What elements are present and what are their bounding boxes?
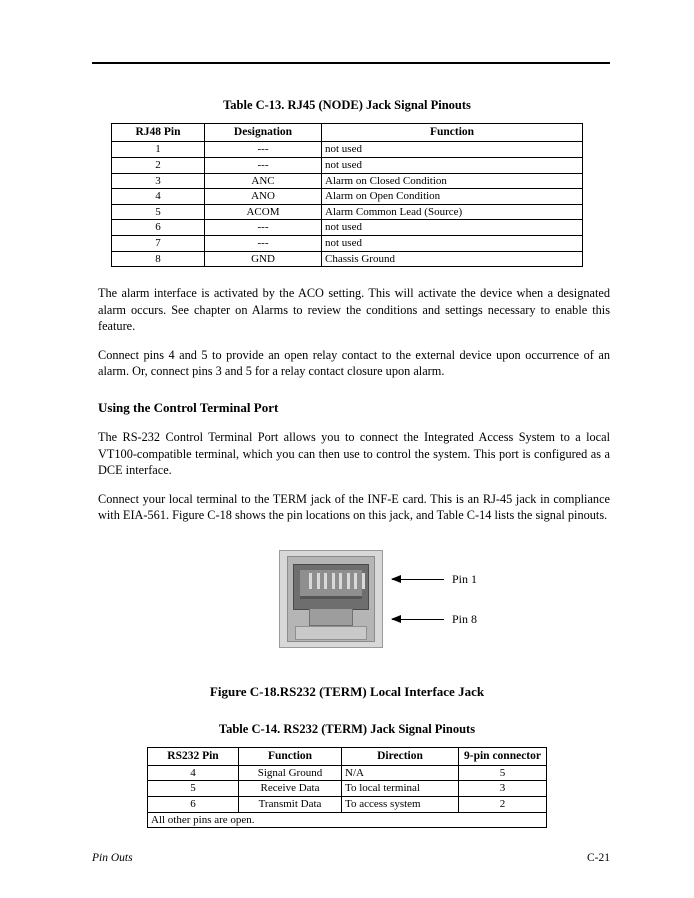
cell-pin: 6 [112,220,205,236]
column-header-function: Function [322,124,583,142]
callout-line [392,619,444,620]
column-header-direction: Direction [342,747,459,765]
cell-function: Signal Ground [239,765,342,781]
pin-contact [332,573,335,589]
cell-designation: GND [205,251,322,267]
cell-9pin: 5 [459,765,547,781]
cell-function: Receive Data [239,781,342,797]
cell-pin: 7 [112,236,205,252]
cell-pin: 8 [112,251,205,267]
paragraph-connect-pins: Connect pins 4 and 5 to provide an open relay contact to the external device upon occurrence of an alarm. Or, connect pins 3 and 5 for a relay contact closure upon alarm. [98,348,610,379]
table-header-row [112,124,583,142]
table-c13 [111,123,583,267]
table-row [112,220,583,236]
table-row [112,204,583,220]
jack-opening [293,564,369,610]
paragraph-alarm-interface: The alarm interface is activated by the ACO setting. This will activate the device when a designated alarm occurs. See chapter on Alarms to review the conditions and settings necessary to enable this feature. [98,286,610,333]
section-heading-control-terminal-port: Using the Control Terminal Port [98,400,279,416]
table-row [112,189,583,205]
cell-function: not used [322,236,583,252]
jack-base [295,626,367,640]
cell-pin: 4 [112,189,205,205]
cell-direction: N/A [342,765,459,781]
arrow-head-icon [391,575,401,583]
cell-direction: To access system [342,797,459,813]
cell-pin: 5 [148,781,239,797]
header-rule [92,62,610,64]
table-note: All other pins are open. [148,812,547,828]
pin-contact [339,573,342,589]
pin-contact [309,573,312,589]
pin-contact [354,573,357,589]
table-row [112,251,583,267]
column-header-rj48-pin: RJ48 Pin [112,124,205,142]
cell-function: Alarm Common Lead (Source) [322,204,583,220]
table-row [148,765,547,781]
column-header-function: Function [239,747,342,765]
callout-pin-8 [392,612,477,627]
pin-contact [324,573,327,589]
callout-label-pin-8: Pin 8 [452,611,478,626]
cell-pin: 4 [148,765,239,781]
pin-contact [347,573,350,589]
callout-line [392,579,444,580]
column-header-rs232-pin: RS232 Pin [148,747,239,765]
cell-designation: ACOM [205,204,322,220]
table-row [112,157,583,173]
paragraph-connect-terminal: Connect your local terminal to the TERM jack of the INF-E card. This is an RJ-45 jack in compliance with EIA-561. Figure C-18 shows the pin locations on this jack, and Table C-14 lists the signal pinouts. [98,492,610,523]
figure-c18-caption: Figure C-18.RS232 (TERM) Local Interface Jack [209,683,485,699]
paragraph-rs232-port: The RS-232 Control Terminal Port allows you to connect the Integrated Access System to a local VT100-compatible terminal, which you can then use to control the system. This port is configured as a DCE interface. [98,430,610,477]
cell-direction: To local terminal [342,781,459,797]
cell-pin: 2 [112,157,205,173]
cell-function: not used [322,220,583,236]
cell-9pin: 2 [459,797,547,813]
table-row [148,797,547,813]
cell-function: Chassis Ground [322,251,583,267]
cell-function: Alarm on Open Condition [322,189,583,205]
jack-pin-contacts [309,573,365,589]
cell-designation: ANO [205,189,322,205]
cell-designation: --- [205,220,322,236]
callout-label-pin-1: Pin 1 [452,571,478,586]
cell-function: not used [322,142,583,158]
cell-designation: --- [205,236,322,252]
cell-pin: 1 [112,142,205,158]
footer-page-number: C-21 [587,852,610,864]
table-row [112,142,583,158]
table-c13-caption: Table C-13. RJ45 (NODE) Jack Signal Pinouts [223,98,471,112]
table-row [148,781,547,797]
cell-pin: 6 [148,797,239,813]
cell-9pin: 3 [459,781,547,797]
cell-pin: 3 [112,173,205,189]
page-content [84,88,610,828]
cell-function: not used [322,157,583,173]
cell-function: Transmit Data [239,797,342,813]
table-note-row [148,812,547,828]
cell-function: Alarm on Closed Condition [322,173,583,189]
arrow-head-icon [391,615,401,623]
jack-opening-inner [300,570,362,599]
pin-contact [362,573,365,589]
pin-contact [317,573,320,589]
footer-left-label: Pin Outs [92,852,133,864]
table-header-row [148,747,547,765]
column-header-9pin-connector: 9-pin connector [459,747,547,765]
table-row [112,173,583,189]
column-header-designation: Designation [205,124,322,142]
table-c14 [147,747,547,829]
table-c14-caption: Table C-14. RS232 (TERM) Jack Signal Pinouts [218,721,476,736]
cell-designation: ANC [205,173,322,189]
cell-designation: --- [205,142,322,158]
callout-pin-1 [392,572,477,587]
rj45-jack-illustration [279,550,381,646]
table-row [112,236,583,252]
cell-pin: 5 [112,204,205,220]
cell-designation: --- [205,157,322,173]
figure-c18 [84,550,610,672]
jack-latch-slot [309,608,353,626]
